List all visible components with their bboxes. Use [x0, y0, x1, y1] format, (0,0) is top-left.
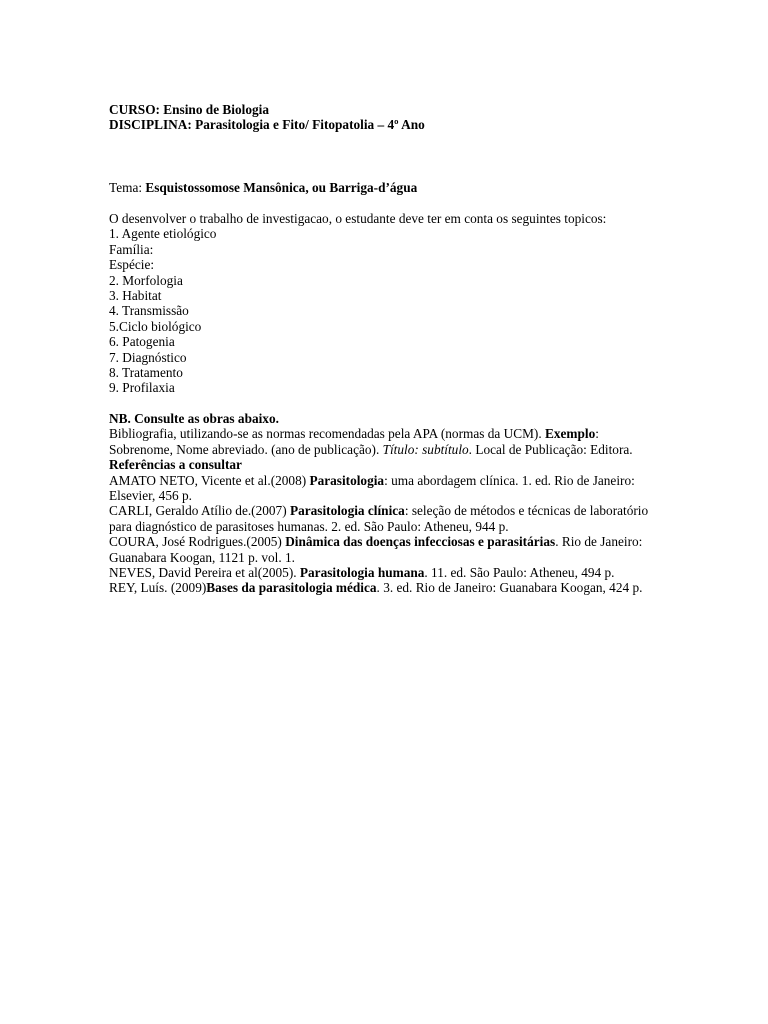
theme-label: Tema:	[109, 180, 146, 195]
theme-title: Esquistossomose Mansônica, ou Barriga-d’água	[145, 180, 418, 195]
discipline-line: DISCIPLINA: Parasitologia e Fito/ Fitopatolia – 4º Ano	[109, 117, 425, 133]
topic-item: 6. Patogenia	[109, 334, 175, 350]
topic-item: 5.Ciclo biológico	[109, 318, 202, 334]
reference-entry: AMATO NETO, Vicente et al.(2008) Parasitologia: uma abordagem clínica. 1. ed. Rio de Janeiro:	[109, 472, 635, 488]
nb-note: NB. Consulte as obras abaixo.	[109, 411, 279, 426]
references-heading: Referências a consultar	[109, 457, 242, 473]
reference-entry: NEVES, David Pereira et al(2005). Parasitologia humana. 11. ed. São Paulo: Atheneu, 494 p.	[109, 565, 615, 581]
intro-text: O desenvolver o trabalho de investigacao, o estudante deve ter em conta os seguintes topicos:	[109, 211, 607, 226]
bibliography-section	[109, 411, 709, 596]
topic-item: 2. Morfologia	[109, 272, 183, 288]
reference-entry: CARLI, Geraldo Atílio de.(2007) Parasitologia clínica: seleção de métodos e técnicas de laboratório	[109, 503, 649, 519]
reference-continuation: para diagnóstico de parasitoses humanas. 2. ed. São Paulo: Atheneu, 944 p.	[109, 518, 509, 534]
topic-item: 4. Transmissão	[109, 303, 189, 319]
topic-item: Família:	[109, 241, 154, 257]
bibliography-format: Sobrenome, Nome abreviado. (ano de publicação). Título: subtítulo. Local de Publicação: Editora.	[109, 441, 633, 457]
topic-item: 7. Diagnóstico	[109, 349, 187, 365]
bibliography-intro: Bibliografia, utilizando-se as normas recomendadas pela APA (normas da UCM). Exemplo:	[109, 426, 599, 442]
reference-continuation: Guanabara Koogan, 1121 p. vol. 1.	[109, 549, 295, 565]
topics-section	[109, 211, 709, 396]
course-header	[109, 102, 709, 133]
topic-item: 3. Habitat	[109, 288, 162, 304]
reference-entry: COURA, José Rodrigues.(2005) Dinâmica das doenças infecciosas e parasitárias. Rio de Janeiro:	[109, 534, 643, 550]
reference-entry: REY, Luís. (2009)Bases da parasitologia médica. 3. ed. Rio de Janeiro: Guanabara Koogan, 424 p.	[109, 580, 643, 596]
course-line: CURSO: Ensino de Biologia	[109, 102, 269, 117]
topic-item: 9. Profilaxia	[109, 380, 175, 396]
topic-item: 1. Agente etiológico	[109, 226, 217, 242]
topic-item: 8. Tratamento	[109, 365, 183, 381]
topic-item: Espécie:	[109, 257, 155, 273]
reference-continuation: Elsevier, 456 p.	[109, 488, 192, 504]
theme-line	[109, 180, 709, 195]
